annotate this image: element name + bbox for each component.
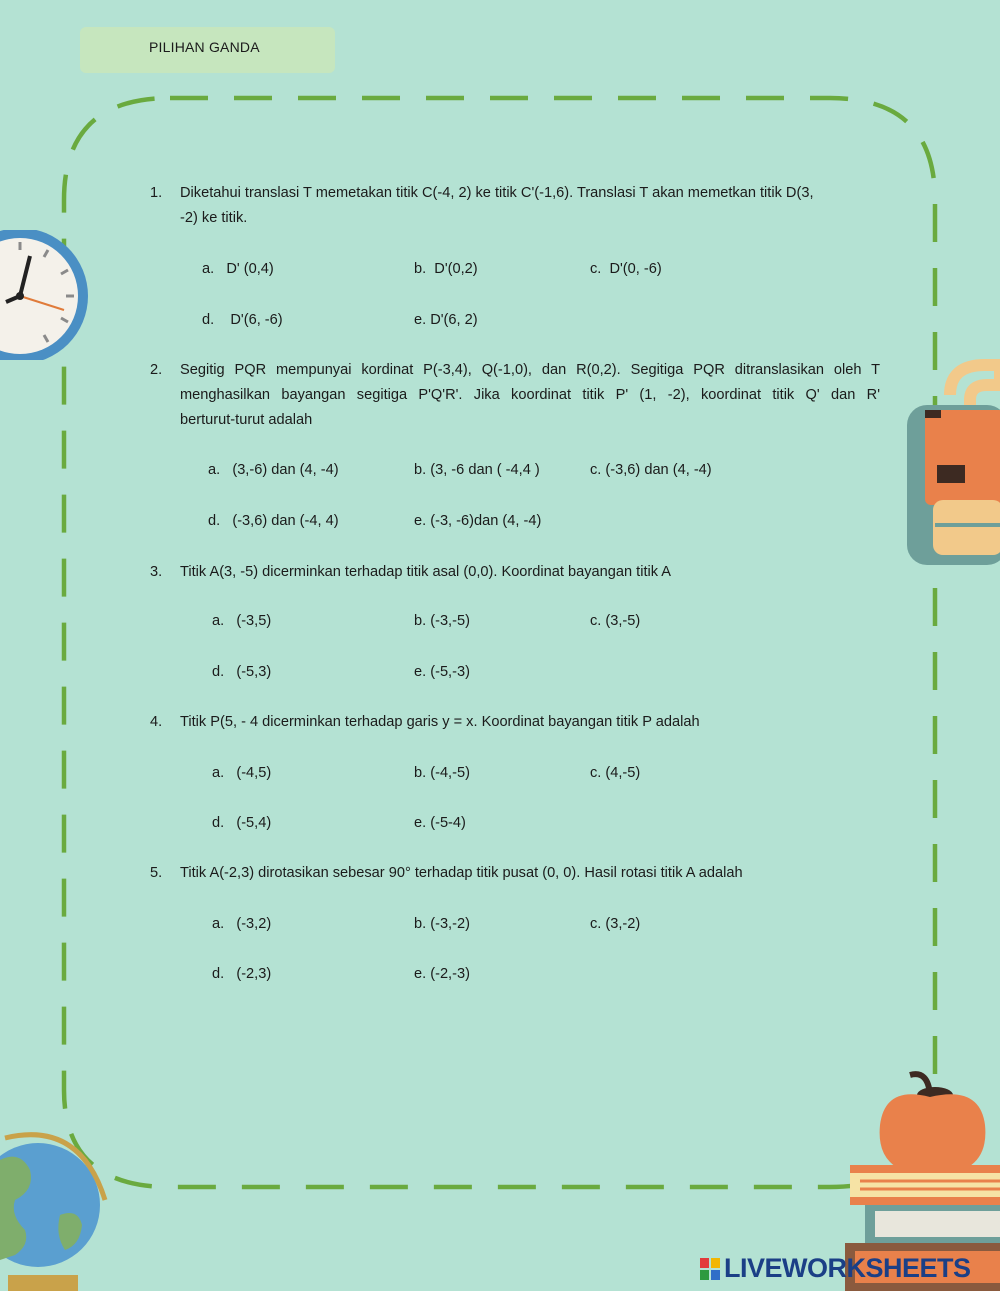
question-line: Diketahui translasi T memetakan titik C(-4, 2) ke titik C'(-1,6). Translasi T akan memetkan titik D(3, [180, 185, 814, 201]
option-b[interactable]: b. (3, -6 dan ( -4,4 ) [414, 462, 540, 478]
question-line: Titik A(-2,3) dirotasikan sebesar 90° terhadap titik pusat (0, 0). Hasil rotasi titik A adalah [180, 865, 743, 881]
question-text [180, 181, 880, 231]
question-number: 3. [150, 564, 163, 580]
question-line: berturut-turut adalah [180, 412, 313, 428]
globe-icon [0, 1120, 110, 1291]
option-b[interactable]: b. (-4,-5) [414, 765, 470, 781]
backpack-icon [895, 355, 1000, 575]
section-title: PILIHAN GANDA [149, 39, 260, 55]
option-a[interactable]: a. (3,-6) dan (4, -4) [208, 462, 339, 478]
question-text [180, 710, 880, 735]
question-line: Segitig PQR mempunyai kordinat P(-3,4), Q(-1,0), dan R(0,2). Segitiga PQR ditranslasikan oleh T [180, 362, 880, 378]
liveworksheets-logo-icon [700, 1258, 720, 1280]
question-line: Titik P(5, - 4 dicerminkan terhadap garis y = x. Koordinat bayangan titik P adalah [180, 714, 700, 730]
option-d[interactable]: d. D'(6, -6) [202, 312, 283, 328]
option-c[interactable]: c. (4,-5) [590, 765, 641, 781]
option-b[interactable]: b. (-3,-5) [414, 613, 470, 629]
option-d[interactable]: d. (-5,3) [212, 664, 272, 680]
option-a[interactable]: a. (-4,5) [212, 765, 272, 781]
liveworksheets-brand: LIVEWORKSHEETS [724, 1253, 971, 1283]
option-b[interactable]: b. (-3,-2) [414, 916, 470, 932]
option-e[interactable]: e. (-2,-3) [414, 966, 470, 982]
section-title-tab [80, 27, 335, 73]
question-number: 2. [150, 362, 163, 378]
option-c[interactable]: c. (-3,6) dan (4, -4) [590, 462, 712, 478]
clock-icon [0, 230, 95, 360]
option-c[interactable]: c. (3,-5) [590, 613, 641, 629]
question-text [180, 358, 880, 433]
option-a[interactable]: a. (-3,2) [212, 916, 272, 932]
question-number: 4. [150, 714, 163, 730]
question-number: 5. [150, 865, 163, 881]
option-e[interactable]: e. (-5,-3) [414, 664, 470, 680]
option-c[interactable]: c. D'(0, -6) [590, 261, 662, 277]
option-b[interactable]: b. D'(0,2) [414, 261, 478, 277]
option-e[interactable]: e. (-5-4) [414, 815, 466, 831]
question-text [180, 560, 880, 585]
option-e[interactable]: e. (-3, -6)dan (4, -4) [414, 513, 542, 529]
option-a[interactable]: a. D' (0,4) [202, 261, 274, 277]
option-d[interactable]: d. (-5,4) [212, 815, 272, 831]
question-line: -2) ke titik. [180, 210, 248, 226]
question-line: menghasilkan bayangan segitiga P'Q'R'. Jika koordinat titik P' (1, -2), koordinat titik Q' dan R' [180, 387, 880, 403]
question-text [180, 861, 880, 886]
option-d[interactable]: d. (-2,3) [212, 966, 272, 982]
option-c[interactable]: c. (3,-2) [590, 916, 641, 932]
option-a[interactable]: a. (-3,5) [212, 613, 272, 629]
question-line: Titik A(3, -5) dicerminkan terhadap titik asal (0,0). Koordinat bayangan titik A [180, 564, 672, 580]
option-d[interactable]: d. (-3,6) dan (-4, 4) [208, 513, 339, 529]
option-e[interactable]: e. D'(6, 2) [414, 312, 478, 328]
question-number: 1. [150, 185, 163, 201]
